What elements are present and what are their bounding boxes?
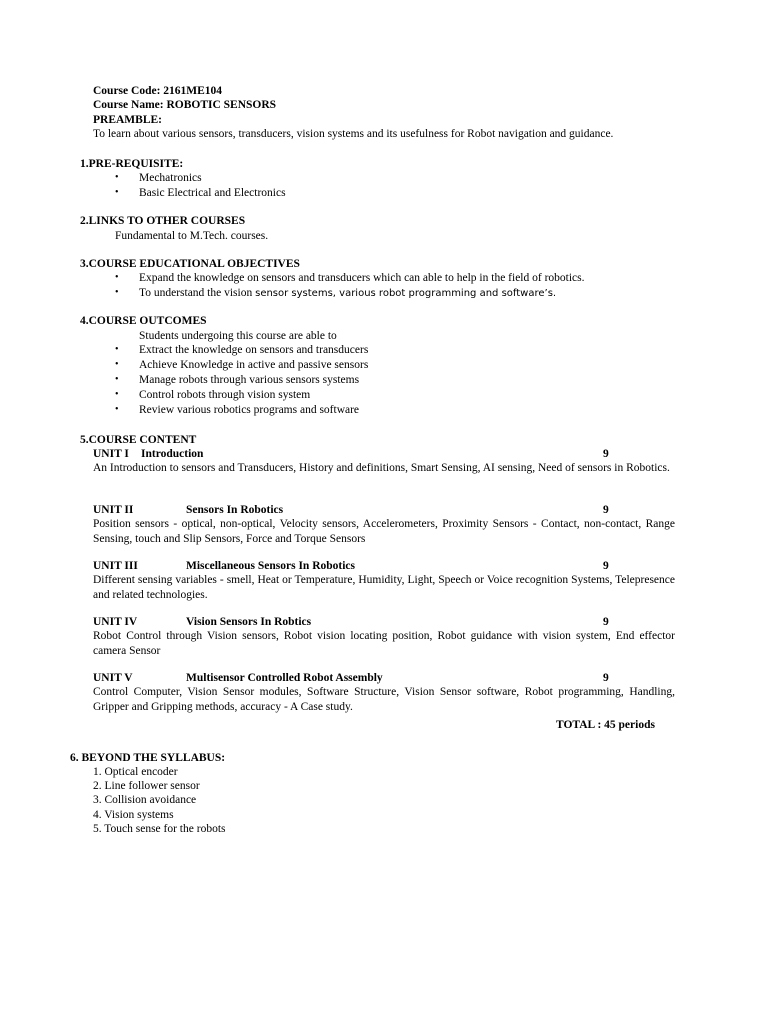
objectives-list: [93, 271, 675, 302]
list-item: 3. Collision avoidance: [93, 794, 197, 807]
list-item: • Achieve Knowledge in active and passive sensors: [93, 358, 675, 373]
list-item: • Expand the knowledge on sensors and transducers which can able to help in the field of robotics.: [93, 271, 675, 286]
list-item: • Manage robots through various sensors systems: [93, 373, 675, 388]
unit-header: [93, 671, 675, 685]
outcomes-heading: 4.COURSE OUTCOMES: [80, 315, 207, 327]
outcomes-intro: Students undergoing this course are able to: [139, 330, 337, 342]
course-code: Course Code: 2161ME104: [93, 85, 223, 97]
list-item: 1. Optical encoder: [93, 766, 178, 778]
links-heading: 2.LINKS TO OTHER COURSES: [80, 215, 246, 227]
list-item: 5. Touch sense for the robots: [93, 822, 226, 835]
objectives-list-block: [93, 271, 675, 302]
list-item: • Basic Electrical and Electronics: [93, 186, 675, 201]
unit-title: Miscellaneous Sensors In Robotics: [186, 560, 355, 572]
content-heading: 5.COURSE CONTENT: [80, 434, 197, 446]
unit-header: [93, 559, 675, 573]
outcomes-list: [93, 343, 675, 417]
unit-5: [93, 671, 675, 714]
beyond-block: [93, 765, 675, 836]
unit-code: UNIT III: [93, 560, 138, 572]
list-item: [93, 286, 675, 302]
list-item: • Control robots through vision system: [93, 388, 675, 403]
prerequisite-heading: 1.PRE-REQUISITE:: [80, 158, 184, 170]
unit-2: [93, 503, 675, 546]
total-periods: TOTAL : 45 periods: [556, 719, 655, 731]
unit-code: UNIT I: [93, 448, 129, 460]
unit-hours: 9: [603, 616, 609, 628]
unit-4: [93, 615, 675, 658]
unit-hours: 9: [603, 448, 609, 460]
preamble-text: To learn about various sensors, transducers, vision systems and its usefulness for Robot navigation and guidance.: [93, 128, 614, 141]
course-name: Course Name: ROBOTIC SENSORS: [93, 99, 277, 112]
unit-title: Multisensor Controlled Robot Assembly: [186, 672, 383, 684]
unit-hours: 9: [603, 504, 609, 516]
links-text: Fundamental to M.Tech. courses.: [115, 230, 269, 242]
prerequisite-list: [93, 171, 675, 201]
unit-code: UNIT V: [93, 672, 133, 684]
objectives-heading: 3.COURSE EDUCATIONAL OBJECTIVES: [80, 258, 300, 270]
objective-text-prefix: To understand the vision: [139, 286, 256, 299]
unit-header: [93, 503, 675, 517]
unit-3: [93, 559, 675, 602]
course-header: [93, 84, 675, 142]
unit-description: Position sensors - optical, non-optical, Velocity sensors, Accelerometers, Proximity Sensors - Contact, non-contact, Range Sensing, touch and Slip Sensors, Force and Torque Sensors: [93, 518, 675, 545]
prerequisite-list-block: [93, 171, 675, 201]
outcomes-block: [93, 329, 675, 417]
unit-description: Different sensing variables - smell, Heat or Temperature, Humidity, Light, Speech or Voice recognition Systems, Telepresence and related technologies.: [93, 574, 675, 601]
unit-description: An Introduction to sensors and Transducers, History and definitions, Smart Sensing, AI sensing, Need of sensors in Robotics.: [93, 462, 670, 475]
list-item: 2. Line follower sensor: [93, 780, 200, 793]
unit-code: UNIT II: [93, 504, 134, 516]
objective-text-suffix: sensor systems, various robot programming and software’s.: [255, 287, 557, 299]
unit-description: Control Computer, Vision Sensor modules, Software Structure, Vision Sensor software, Robot programming, Handling, Gripper and Gripping methods, accuracy - A Case study.: [93, 686, 675, 713]
beyond-heading: 6. BEYOND THE SYLLABUS:: [70, 752, 226, 764]
links-block: [93, 229, 675, 243]
unit-description: Robot Control through Vision sensors, Robot vision locating position, Robot guidance with vision system, End effector camera Sensor: [93, 630, 675, 657]
unit-header: [93, 615, 675, 629]
unit-title: Vision Sensors In Robtics: [186, 616, 312, 628]
list-item: 4. Vision systems: [93, 808, 174, 821]
unit-header: [93, 447, 675, 461]
unit-title: Sensors In Robotics: [186, 504, 284, 516]
unit-code: UNIT IV: [93, 616, 138, 628]
preamble-heading: PREAMBLE:: [93, 113, 162, 126]
beyond-list: [93, 765, 675, 836]
list-item: • Extract the knowledge on sensors and transducers: [93, 343, 675, 358]
list-item: • Mechatronics: [93, 171, 675, 186]
unit-title: Introduction: [141, 448, 204, 460]
unit-1: [93, 447, 675, 476]
unit-hours: 9: [603, 672, 609, 684]
list-item: • Review various robotics programs and software: [93, 403, 675, 418]
unit-hours: 9: [603, 560, 609, 572]
